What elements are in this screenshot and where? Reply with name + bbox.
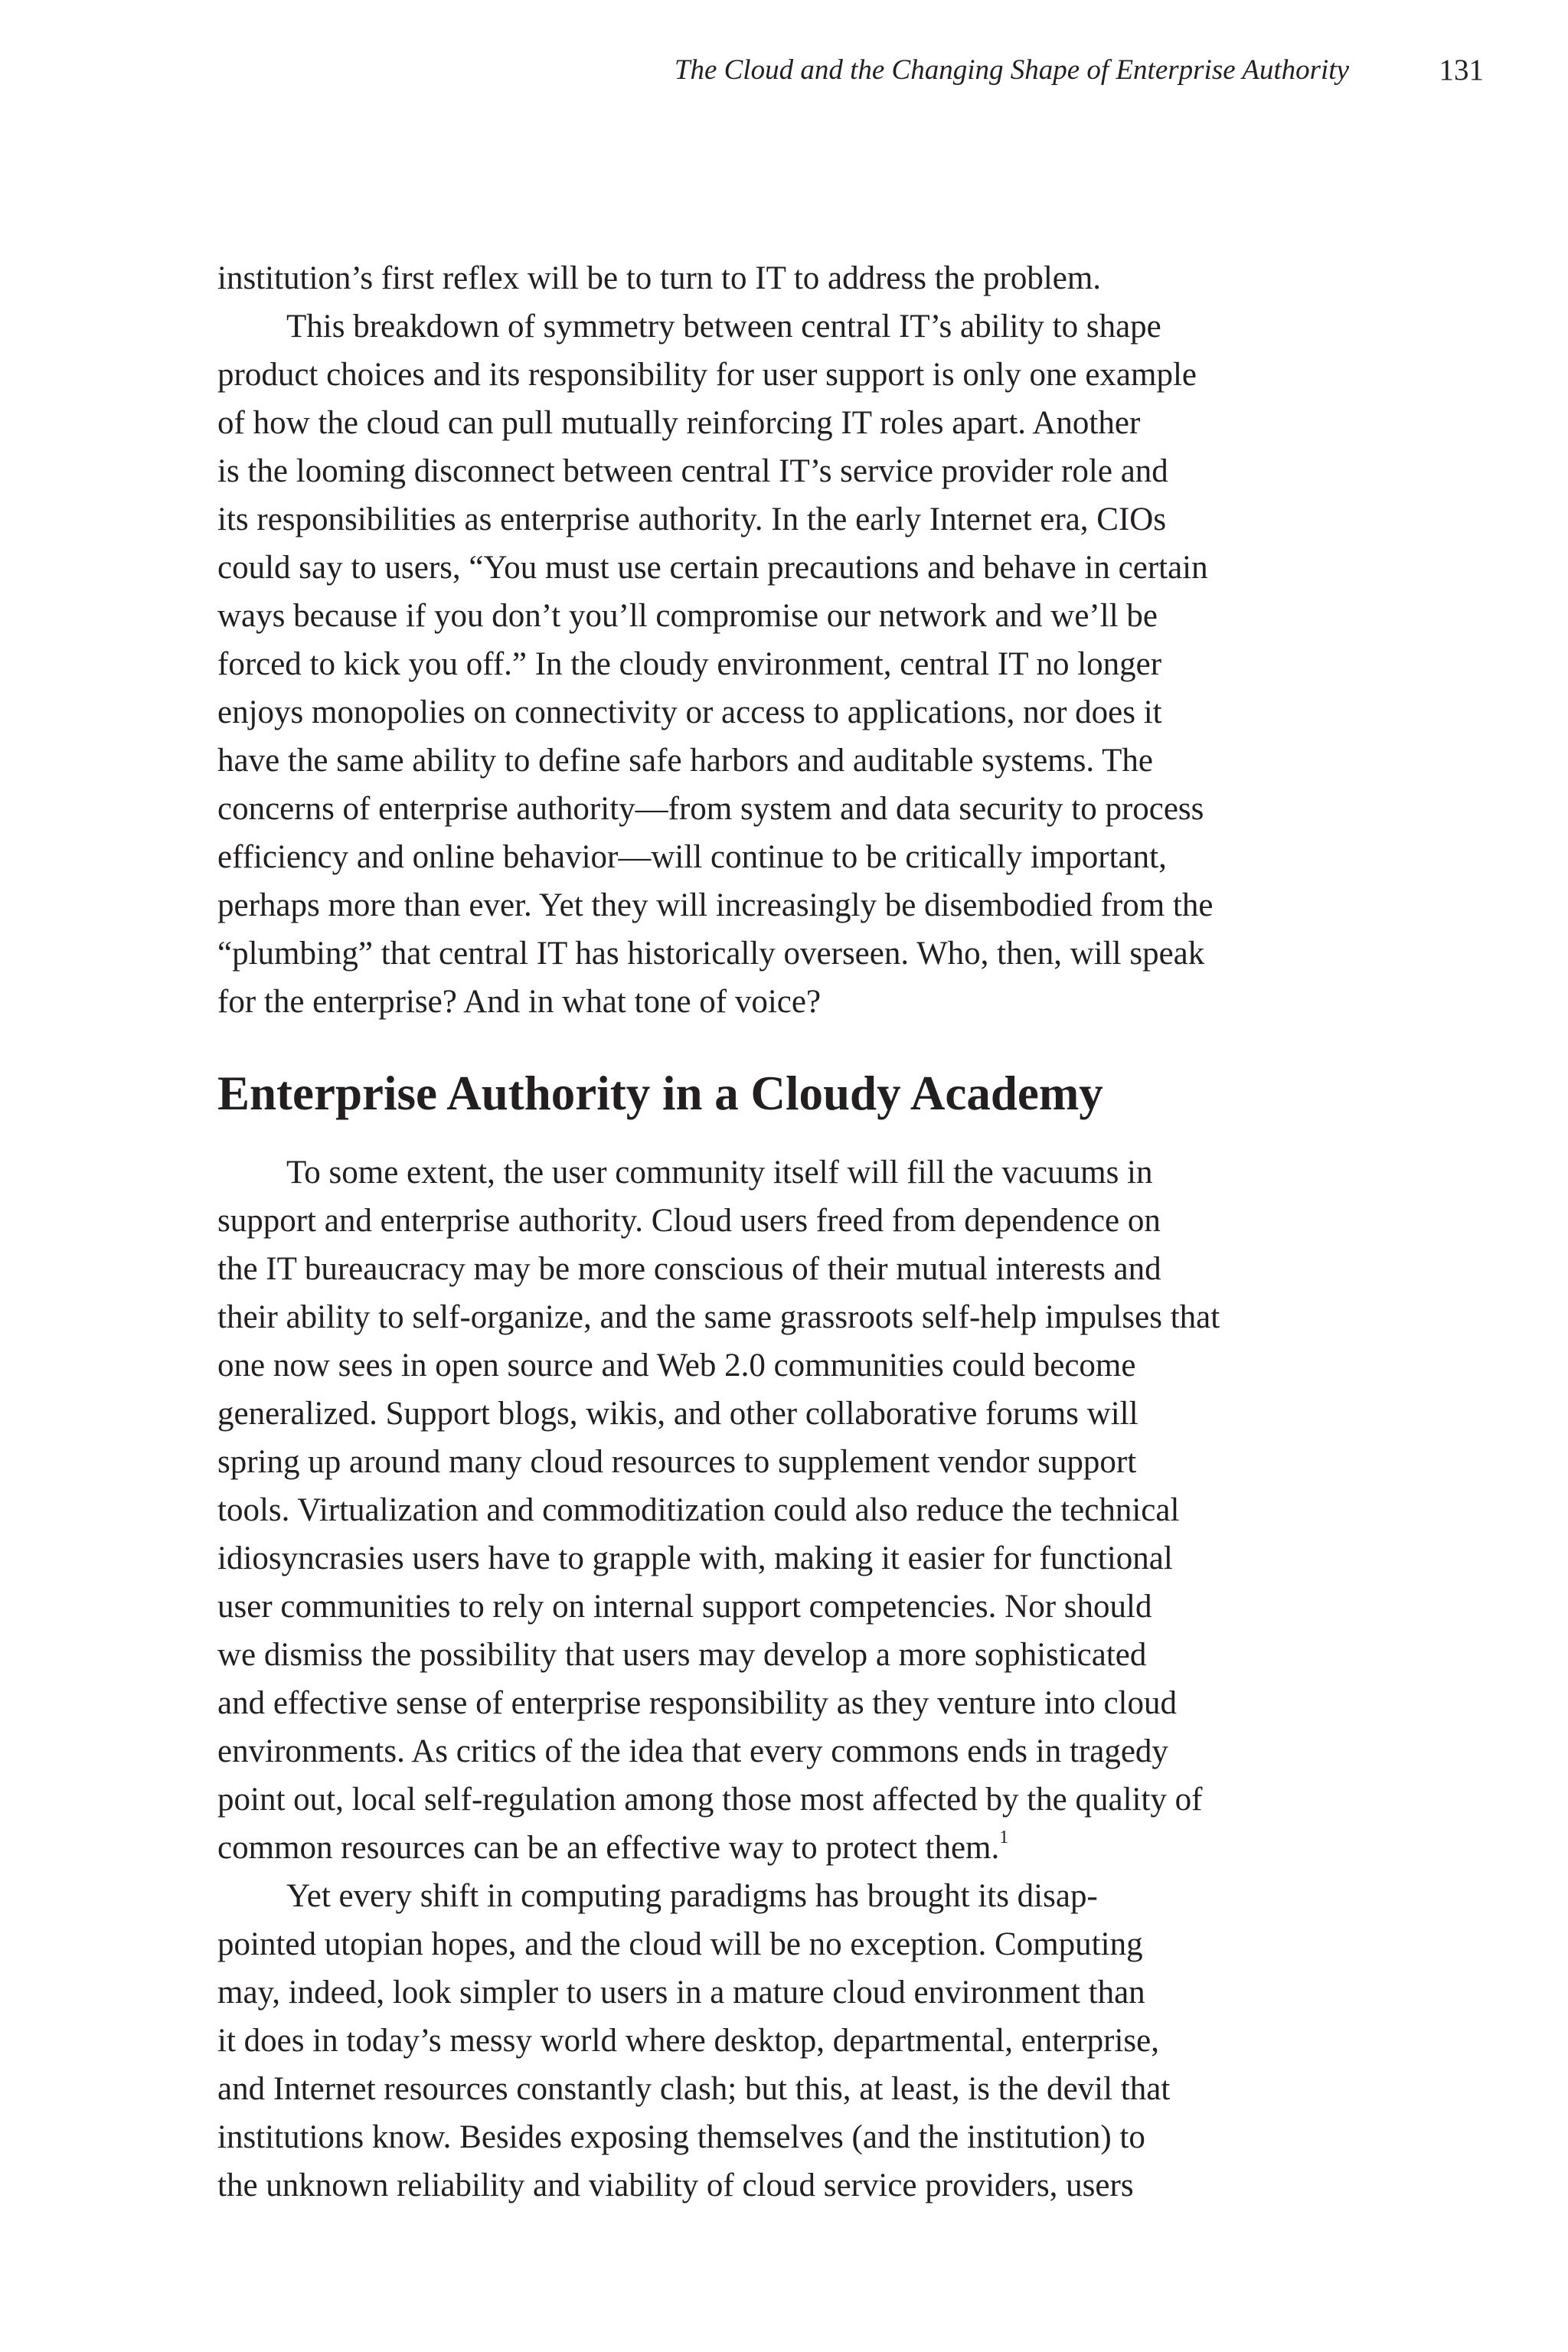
text-line: the unknown reliability and viability of cloud service providers, users [217, 2167, 1134, 2203]
text-line: and Internet resources constantly clash; but this, at least, is the devil that [217, 2071, 1171, 2107]
text-line: efficiency and online behavior—will continue to be critically important, [217, 839, 1167, 875]
text-line: environments. As critics of the idea that every commons ends in tragedy [217, 1733, 1168, 1769]
text-line: one now sees in open source and Web 2.0 communities could become [217, 1348, 1136, 1383]
paragraph-1 [217, 254, 1351, 302]
paragraph-4 [217, 1872, 1351, 2210]
text-line: spring up around many cloud resources to supplement vendor support [217, 1444, 1137, 1480]
running-title: The Cloud and the Changing Shape of Enterprise Authority [674, 54, 1349, 86]
body-text [217, 254, 1351, 2210]
text-line: support and enterprise authority. Cloud users freed from dependence on [217, 1203, 1161, 1239]
text-line: may, indeed, look simpler to users in a mature cloud environment than [217, 1975, 1145, 2011]
text-line: user communities to rely on internal support competencies. Nor should [217, 1589, 1152, 1625]
text-line: point out, local self-regulation among those most affected by the quality of [217, 1782, 1203, 1818]
paragraph-2 [217, 302, 1351, 1026]
text-line: institutions know. Besides exposing themselves (and the institution) to [217, 2119, 1145, 2155]
text-line: and effective sense of enterprise responsibility as they venture into cloud [217, 1685, 1177, 1721]
text-line-with-footnote [217, 1824, 1351, 1872]
text-line: we dismiss the possibility that users may develop a more sophisticated [217, 1637, 1147, 1673]
text-line: institution’s first reflex will be to turn to IT to address the problem. [217, 260, 1102, 296]
text-line: perhaps more than ever. Yet they will increasingly be disembodied from the [217, 887, 1214, 923]
footnote-marker[interactable]: 1 [999, 1828, 1009, 1847]
text-line: product choices and its responsibility for user support is only one example [217, 357, 1197, 393]
running-header [0, 49, 1568, 92]
text-line: enjoys monopolies on connectivity or access to applications, nor does it [217, 694, 1162, 730]
text-line: forced to kick you off.” In the cloudy environment, central IT no longer [217, 646, 1162, 682]
text-line: of how the cloud can pull mutually reinforcing IT roles apart. Another [217, 405, 1141, 441]
text-line: its responsibilities as enterprise authority. In the early Internet era, CIOs [217, 501, 1167, 537]
text-line: it does in today’s messy world where desktop, departmental, enterprise, [217, 2023, 1159, 2059]
text-line: ways because if you don’t you’ll compromise our network and we’ll be [217, 598, 1158, 634]
text-line: This breakdown of symmetry between central IT’s ability to shape [286, 309, 1161, 345]
text-line: could say to users, “You must use certain precautions and behave in certain [217, 550, 1208, 586]
text-line: is the looming disconnect between central IT’s service provider role and [217, 453, 1168, 489]
paragraph-3 [217, 1148, 1351, 1872]
text-line: the IT bureaucracy may be more conscious of their mutual interests and [217, 1251, 1161, 1287]
text-line: common resources can be an effective way to protect them. [217, 1830, 1000, 1866]
text-line: Yet every shift in computing paradigms has brought its disap- [286, 1878, 1098, 1914]
text-line: tools. Virtualization and commoditization could also reduce the technical [217, 1492, 1180, 1528]
text-line: for the enterprise? And in what tone of voice? [217, 984, 822, 1020]
text-line: idiosyncrasies users have to grapple with, making it easier for functional [217, 1540, 1173, 1576]
text-line: pointed utopian hopes, and the cloud will be no exception. Computing [217, 1926, 1143, 1962]
text-line: have the same ability to define safe harbors and auditable systems. The [217, 743, 1153, 779]
text-line: their ability to self-organize, and the same grassroots self-help impulses that [217, 1299, 1220, 1335]
text-line: “plumbing” that central IT has historically overseen. Who, then, will speak [217, 936, 1205, 972]
text-line: concerns of enterprise authority—from system and data security to process [217, 791, 1204, 827]
page-number: 131 [1439, 54, 1484, 87]
text-line: generalized. Support blogs, wikis, and other collaborative forums will [217, 1396, 1138, 1432]
section-heading: Enterprise Authority in a Cloudy Academy [217, 1067, 1103, 1120]
text-line: To some extent, the user community itself will fill the vacuums in [286, 1155, 1153, 1191]
